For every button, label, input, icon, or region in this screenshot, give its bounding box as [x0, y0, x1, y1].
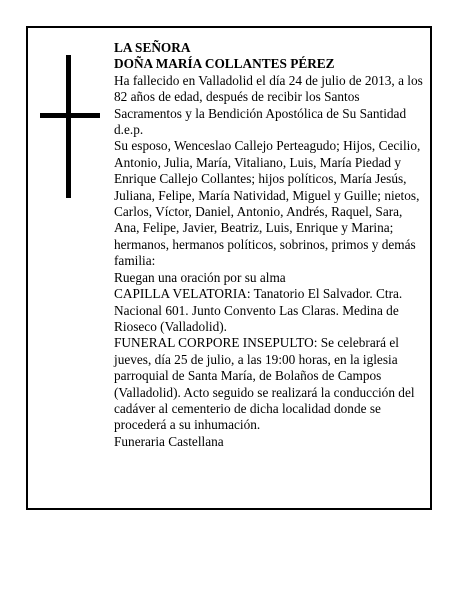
notice-title: LA SEÑORA: [114, 40, 191, 55]
obituary-notice: [26, 26, 432, 510]
cross-icon: [40, 55, 100, 198]
funeral-info: FUNERAL CORPORE INSEPULTO: Se celebrará el jueves, día 25 de julio, a las 19:00 horas, en la iglesia parroquial de Santa María, de Bolaños de Campos (Valladolid). Acto seguido se realizará la conducción del cadáver al cementerio de dicha localidad donde se procederá a su inhumación.: [114, 335, 415, 433]
funeral-home: Funeraria Castellana: [114, 433, 224, 449]
deceased-name: DOÑA MARÍA COLLANTES PÉREZ: [114, 56, 335, 72]
death-announcement: Ha fallecido en Valladolid el día 24 de julio de 2013, a los 82 años de edad, después de recibir los Santos Sacramentos y la Bendición Apostólica de Su Santidad d.e.p.: [114, 72, 423, 138]
notice-text-block: [114, 40, 426, 450]
cross-vertical-bar: [66, 55, 71, 198]
prayer-request: Ruegan una oración por su alma: [114, 269, 286, 285]
chapel-info: CAPILLA VELATORIA: Tanatorio El Salvador. Ctra. Nacional 601. Junto Convento Las Claras. Medina de Rioseco (Valladolid).: [114, 286, 403, 334]
cross-horizontal-bar: [40, 113, 100, 118]
family-list: Su esposo, Wenceslao Callejo Perteagudo; Hijos, Cecilio, Antonio, Julia, María, Vitaliano, Luis, María Piedad y Enrique Callejo Collantes; hijos políticos, María Jesús, Juliana, Felipe, María Natividad, Miguel y Guille; nietos, Carlos, Víctor, Daniel, Antonio, Andrés, Raquel, Sara, Ana, Felipe, Javier, Beatriz, Luis, Enrique y Marina; hermanos, hermanos políticos, sobrinos, primos y demás familia:: [114, 138, 421, 269]
